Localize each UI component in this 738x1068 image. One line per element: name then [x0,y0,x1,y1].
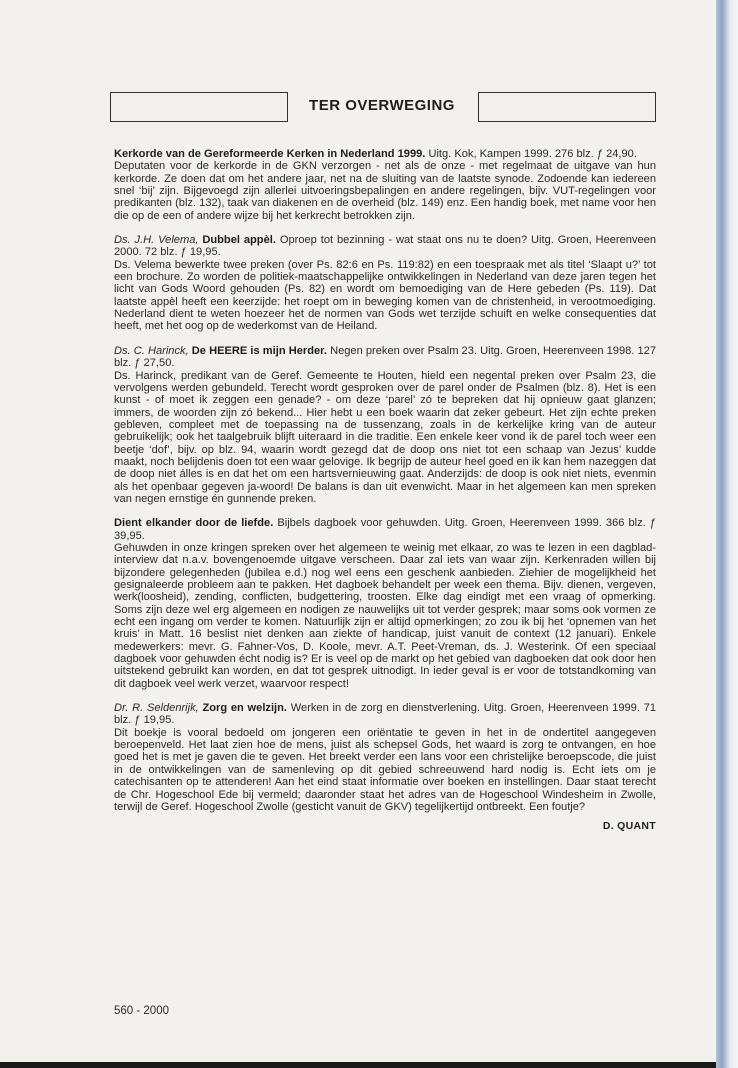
review-body: Dit boekje is vooral bedoeld om jongeren een oriëntatie te geven in het in de ondertitel aangegeven beroepenveld. Het laat zien hoe de mens, juist als schepsel Gods, het waard is zorg te ontvangen, en hoe goed het is met je gaven die te geven. Het breekt verder een lans voor een christelijke beroepscode, die juist in de ontwikkelingen van de samenleving op dit gebied schreeuwend hard nodig is. Echt iets om je catechisanten op te attenderen! Aan het eind staat informatie over boeken en instellingen. Daar staat terecht de Chr. Hogeschool Ede bij vermeld; daaronder staat het adres van de Hogeschool Windesheim in Zwolle, terwijl de Geref. Hogeschool Zwolle (gesticht vanuit de GKV) tegelijkertijd ontbreekt. Een foutje? [114,726,656,813]
reviews-column [114,148,656,833]
review-body: Ds. Harinck, predikant van de Geref. Gemeente te Houten, hield een negental preken over Psalm 23, die vervolgens werden gebundeld. Terecht wordt gesproken over de parel onder de Psalmen (blz. 8). Het is een kunst - of moet ik zeggen een genade? - om deze ‘parel’ zó te bepreken dat hij opnieuw gaat glanzen; immers, de woorden zijn zó bekend... Hier hebt u een boek waarin dat zeker gebeurt. Het zijn echte preken gebleven, compleet met de toepassing na de tussenzang, zoals in de kerkelijke kring van de auteur gebruikelijk; ook het taalgebruik blijft uiteraard in die traditie. Een enkele keer vond ik de parel toch weer een beetje ‘dof’, bijv. op blz. 94, waarin wordt gezegd dat de doop ons niet tot een schaap van Jezus’ kudde maakt, noch belijdenis doen tot een waar gelovige. Ik begrijp de auteur heel goed en ik kan hem nazeggen dat de doop niet álles is en dat het om een hartsvernieuwing gaat. Anderzijds: de doop is ook niet niets, evenmin als het openbaar gegeven ja-woord! De balans is dan uit evenwicht. Maar in het algemeen kan men spreken van negen ernstige én gunnende preken. [114,369,656,505]
section-header [110,92,656,122]
review-book-title: Kerkorde van de Gereformeerde Kerken in Nederland 1999. [114,148,426,160]
review-publication-info: Werken in de zorg en dienstverlening. Uitg. Groen, Heerenveen 1999. 71 blz. ƒ 19,95. [114,702,657,727]
review-dient-elkander [114,517,656,690]
review-zorg-welzijn [114,702,656,813]
section-title: TER OVERWEGING [309,97,455,114]
review-publication-info: Negen preken over Psalm 23. Uitg. Groen, Heerenveen 1998. 127 blz. ƒ 27,50. [114,344,656,370]
page-number: 560 - 2000 [114,1005,169,1017]
review-book-title: De HEERE is mijn Herder. [191,344,327,357]
review-publication-info: Oproep tot bezinning - wat staat ons nu te doen? Uitg. Groen, Heerenveen 2000. 72 blz. ƒ 19,95. [114,234,656,259]
review-kerkorde [114,148,656,222]
review-author: Dr. R. Seldenrijk, [114,702,203,715]
review-author: Ds. J.H. Velema, [114,234,203,247]
review-book-title: Zorg en welzijn. [202,702,288,715]
review-body: Deputaten voor de kerkorde in de GKN verzorgen - net als de onze - met regelmaat de uitgave van hun kerkorde. Ze doen dat om het andere jaar, net na de sluiting van de laatste synode. Zodoende kan iedereen snel ‘bij’ zijn. Bijgevoegd zijn allerlei uitvoeringsbepalingen en andere regelingen, bijv. VUT-regelingen voor predikanten (blz. 132), taak van diakenen en de overheid (blz. 149) enz. Een handig boek, met name voor hen die op de een of andere wijze bij het kerkrecht betrokken zijn. [114,160,656,222]
review-author: Ds. C. Harinck, [114,344,192,357]
review-body: Ds. Velema bewerkte twee preken (over Ps. 82:6 en Ps. 119:82) en een toespraak met als titel ‘Slaapt u?’ tot een brochure. Zo worden de politiek-maatschappelijke ontwikkelingen in Nederland van deze jaren tegen het licht van Gods Woord gehouden (Ps. 82) en wordt om bemoediging van de Here gebeden (Ps. 119). Dat laatste appèl heeft een keerzijde: het roept om in beweging komen van de christenheid, in verootmoediging. Nederland dient te weten hoezeer het de normen van Gods wet terzijde schuift en welke consequenties dat heeft, met het oog op de wederkomst van de Heiland. [114,258,656,333]
review-book-title: Dient elkander door de liefde. [114,517,274,530]
review-publication-info: Bijbels dagboek voor gehuwden. Uitg. Groen, Heerenveen 1999. 366 blz. ƒ 39,95. [114,517,656,542]
review-heere-herder [114,345,656,505]
review-publication-info: Uitg. Kok, Kampen 1999. 276 blz. ƒ 24,90. [425,148,637,160]
header-box-left [110,92,288,122]
signature: D. QUANT [602,820,656,833]
review-body: Gehuwden in onze kringen spreken over het algemeen te weinig met elkaar, zo was te lezen in een dagblad-interview dat n.a.v. bovengenoemde uitgave verscheen. Daar zal iets van waar zijn. Kerkenraden willen bij bijzondere gelegenheden (jubilea e.d.) nog wel eens een geschenk aanbieden. Ziehier de mogelijkheid het gesignaleerde probleem aan te pakken. Het dagboek behandelt per week een thema. Bijv. dienen, vergeven, werk(loosheid), zending, conflicten, budgettering, troosten. Elke dag eindigt met een vraag of opmerking. Soms zijn deze wel erg algemeen en nodigen ze nauwelijks uit tot verder gesprek; maar soms ook vormen ze echt een ingang om verder te komen. Natuurlijk zijn er altijd opmerkingen; zo zou ik bij het ‘opnemen van het kruis’ in Matt. 16 beslist niet denken aan ziekte of handicap, juist vanuit de context (12 januari). Enkele medewerkers: mevr. G. Fahner-Vos, D. Koole, mevr. A.T. Peet-Vreman, ds. J. Westerink. Of een speciaal dagboek voor gehuwden écht nodig is? Er is veel op de markt op het gebied van dagboeken dat ook door hen uitstekend gebruikt kan worden, en dat tot gesprek uitnodigt. In ieder geval is er voor de totstandkoming van dit dagboek veel werk verzet, waarvoor respect! [114,541,656,690]
header-box-right [478,92,656,122]
review-dubbel-appel [114,234,656,333]
review-book-title: Dubbel appèl. [202,234,276,247]
scan-edge [716,0,738,1068]
